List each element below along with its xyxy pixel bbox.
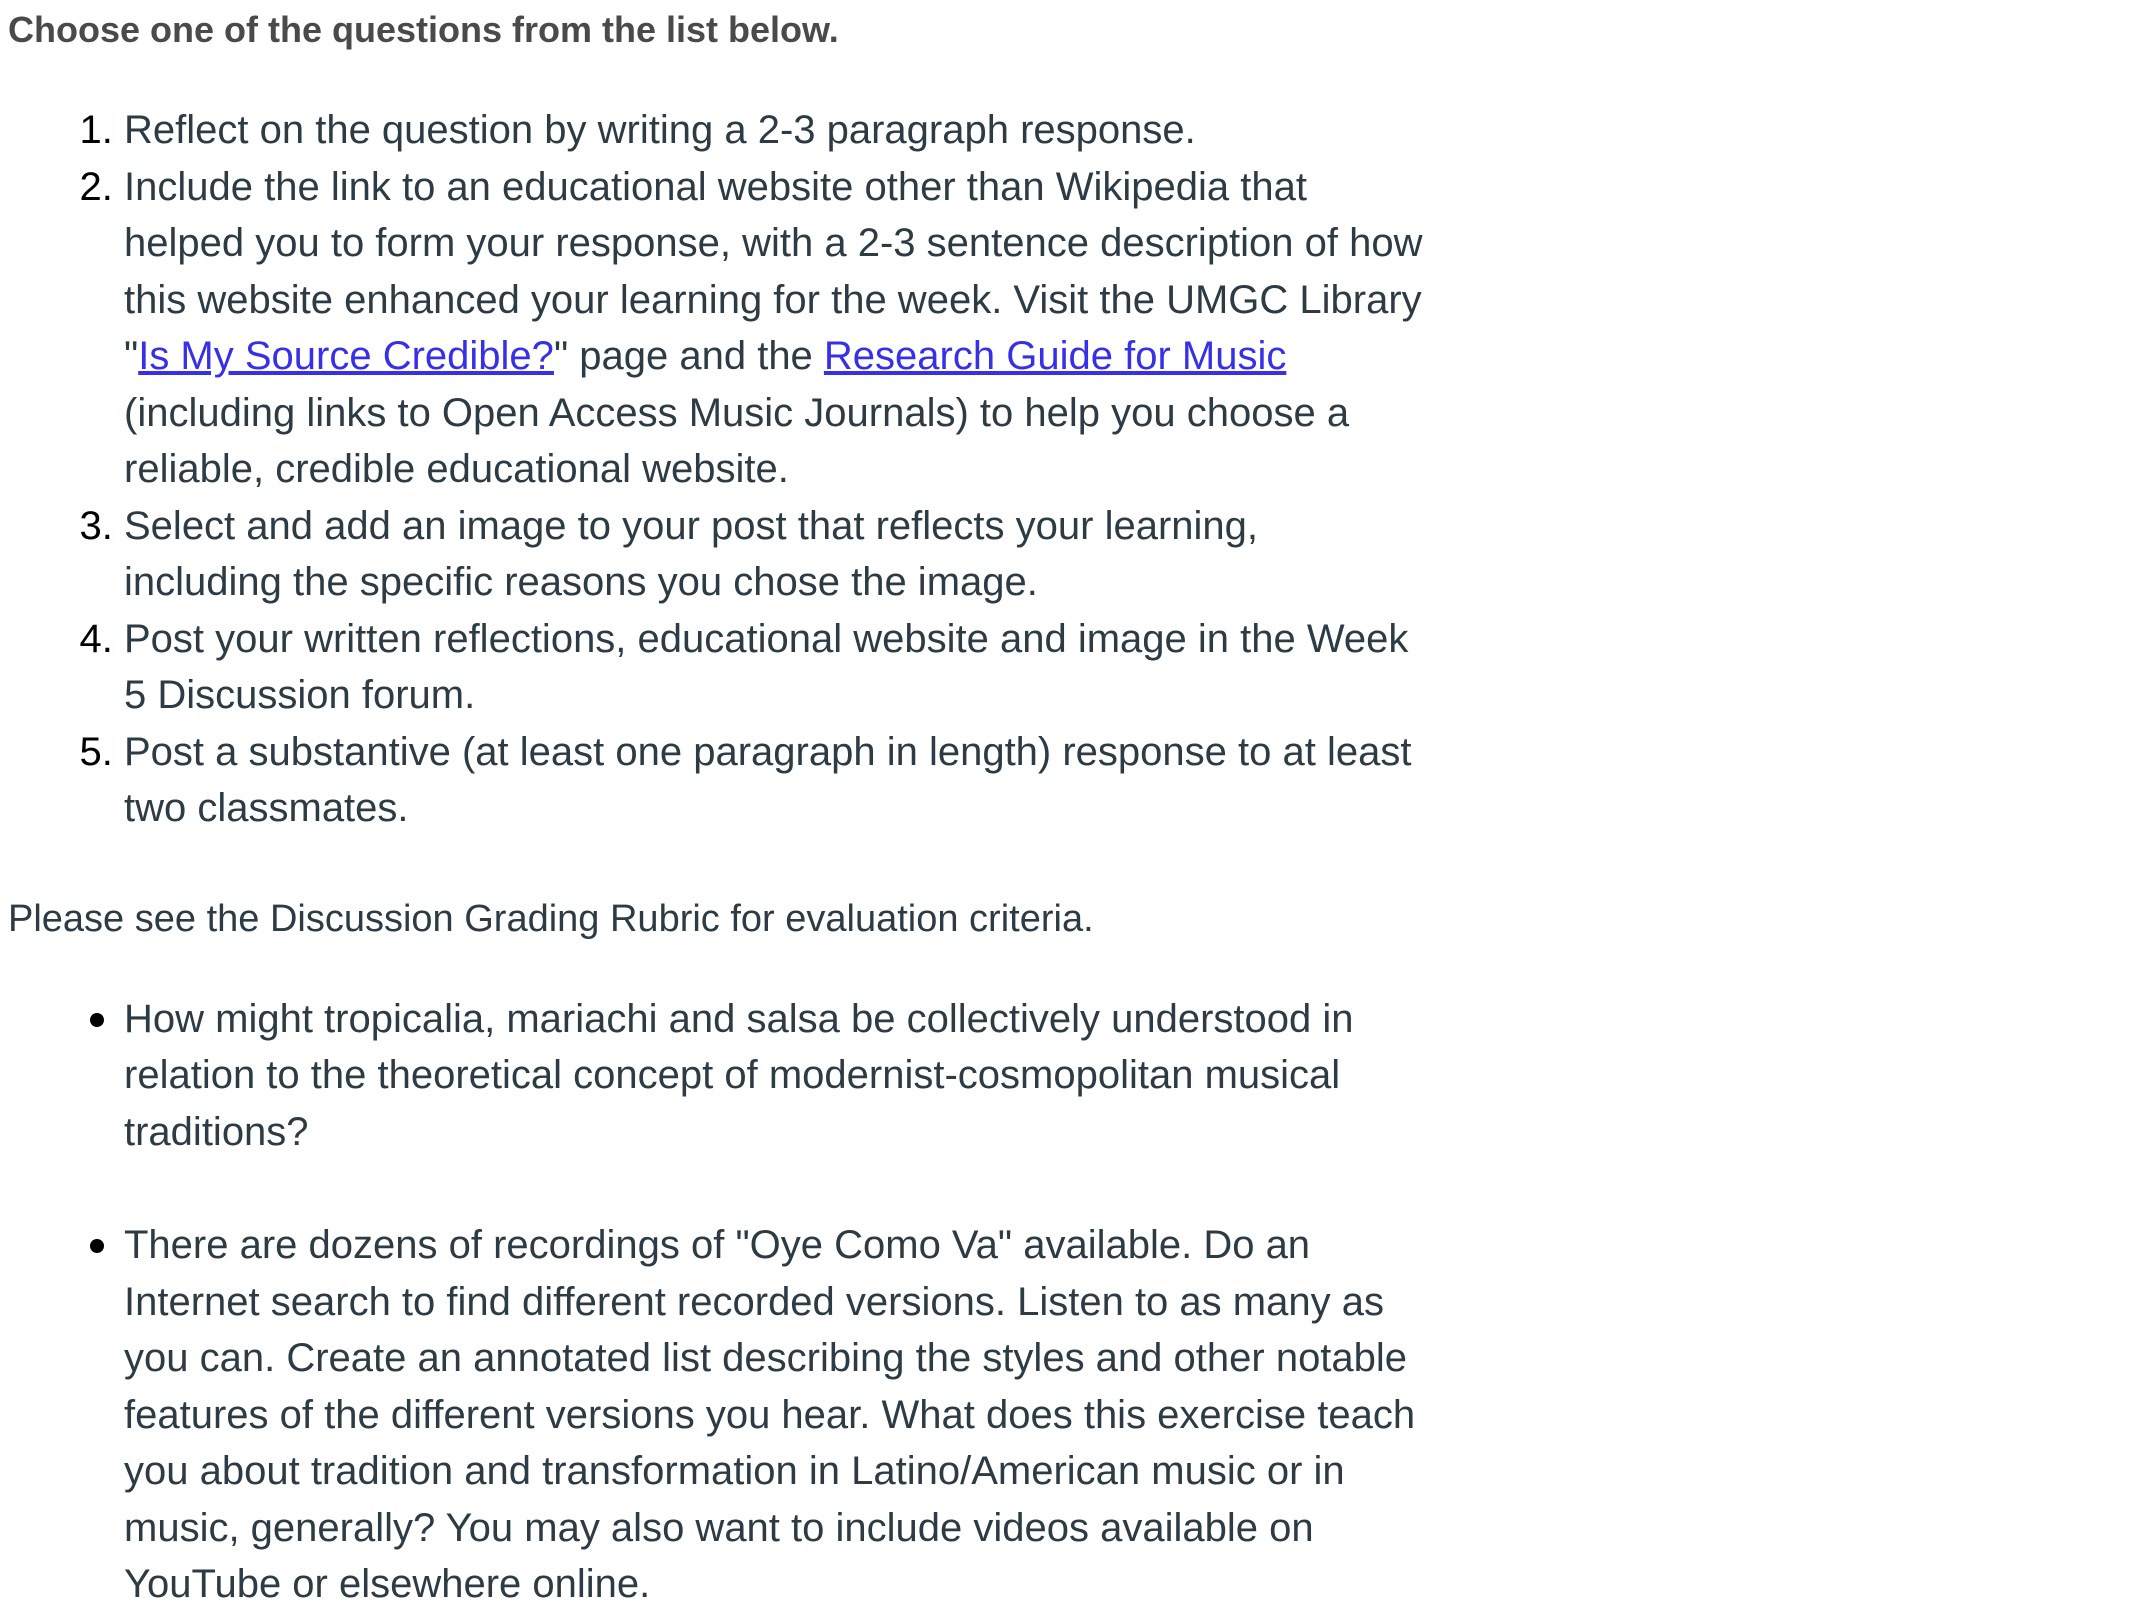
step-text: Select and add an image to your post that reflects your learning, including the specific reasons you chose the image. (124, 503, 1259, 604)
step-text-before: Include the link to an educational website other than Wikipedia that helped you to form your response, with a 2-3 sentence description of how this website enhanced your learning for the week. Visit the UMGC Library " (124, 164, 1423, 378)
step-text-after: (including links to Open Access Music Journals) to help you choose a reliable, credible educational website. (124, 390, 1350, 491)
rubric-note: Please see the Discussion Grading Rubric for evaluation criteria. (8, 897, 1094, 940)
step-text: Post a substantive (at least one paragraph in length) response to at least two classmates. (124, 729, 1412, 830)
question-item (124, 1217, 1424, 1613)
bullet-icon (90, 1013, 104, 1027)
step-item (124, 102, 1424, 159)
step-item (124, 724, 1424, 837)
step-item (124, 159, 1424, 498)
is-my-source-credible-link[interactable]: Is My Source Credible? (138, 334, 554, 378)
bullet-icon (90, 1239, 104, 1253)
step-text-middle: " page and the (553, 334, 824, 378)
question-list (8, 991, 1424, 1613)
instruction-steps (8, 102, 1424, 837)
step-item (124, 611, 1424, 724)
question-text: There are dozens of recordings of "Oye Como Va" available. Do an Internet search to find different recorded versions. Listen to as many as you can. Create an annotated list describing the styles and other notable features of the different versions you hear. What does this exercise teach you about tradition and transformation in Latino/American music or in music, generally? You may also want to include videos available on YouTube or elsewhere online. (124, 1223, 1416, 1606)
step-text: Post your written reflections, educational website and image in the Week 5 Discussion forum. (124, 616, 1409, 717)
step-text: Reflect on the question by writing a 2-3 paragraph response. (124, 108, 1196, 152)
question-text: How might tropicalia, mariachi and salsa be collectively understood in relation to the theoretical concept of modernist-cosmopolitan musical traditions? (124, 996, 1354, 1154)
step-item (124, 498, 1424, 611)
question-item (124, 991, 1424, 1161)
research-guide-for-music-link[interactable]: Research Guide for Music (823, 334, 1287, 378)
intro-heading: Choose one of the questions from the list below. (8, 9, 839, 50)
